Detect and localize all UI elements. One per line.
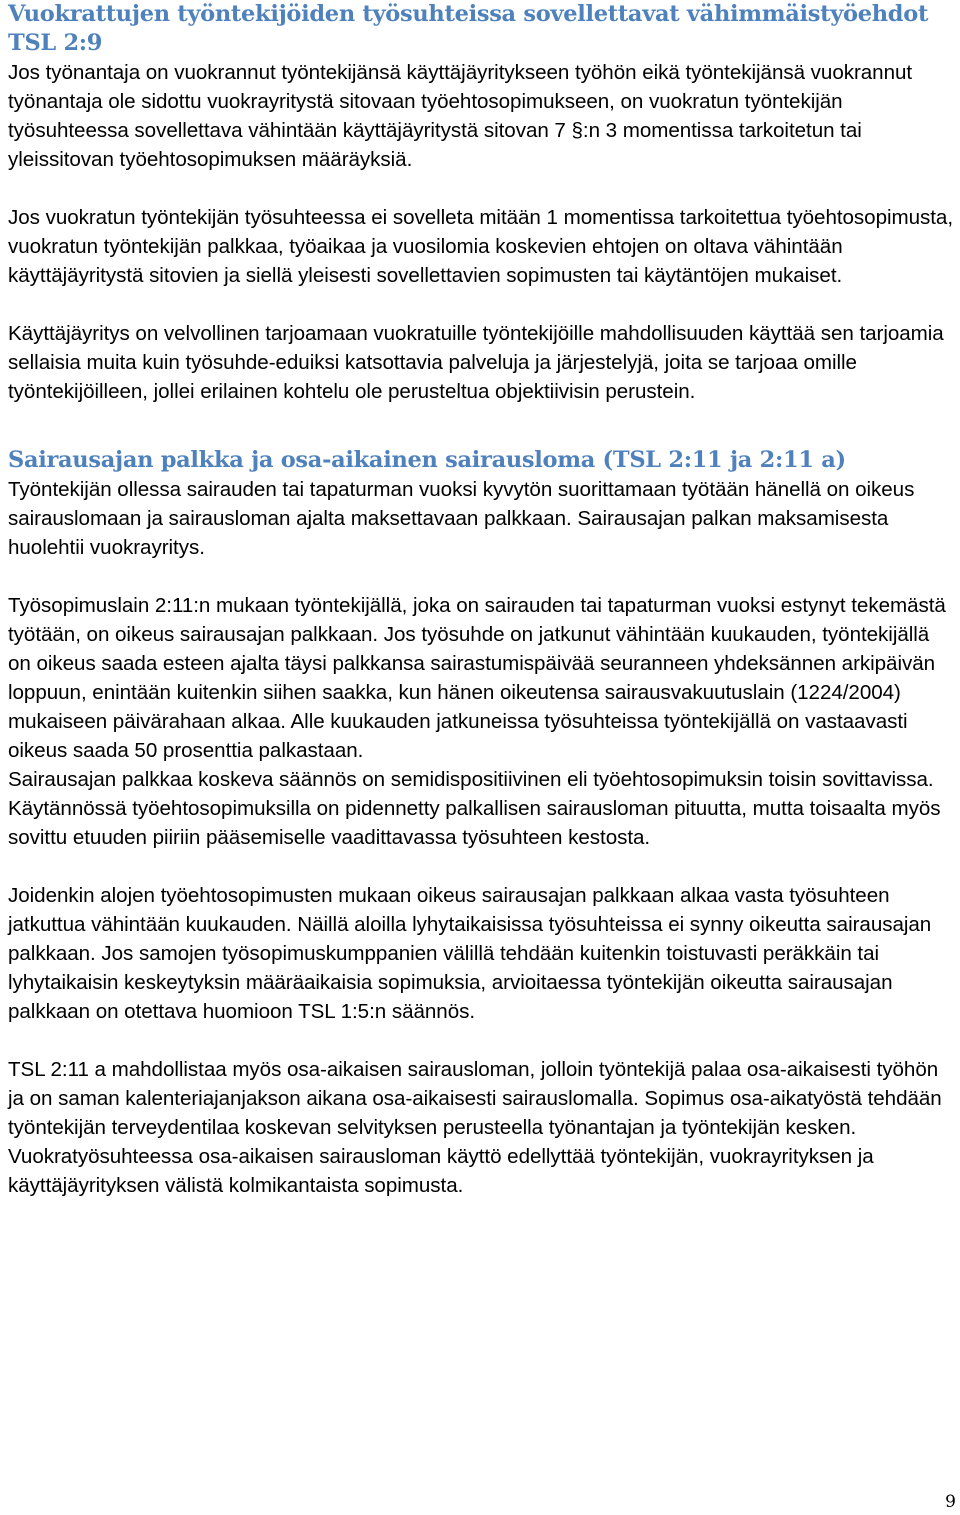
paragraph: TSL 2:11 a mahdollistaa myös osa-aikaisen sairausloman, jolloin työntekijä palaa osa-aikaisesti työhön ja on saman kalenteriajanjakson aikana osa-aikaisesti sairauslomalla. Sopimus osa-aikatyöstä tehdään työntekijän terveydentilaa koskevan selvityksen perusteella työnantajan ja työntekijän kesken. Vuokratyösuhteessa osa-aikaisen sairausloman käyttö edellyttää työntekijän, vuokrayrityksen ja käyttäjäyrityksen välistä kolmikantaista sopimusta. — [8, 1058, 942, 1197]
paragraph: Käyttäjäyritys on velvollinen tarjoamaan vuokratuille työntekijöille mahdollisuuden käyttää sen tarjoamia sellaisia muita kuin työsuhde-eduiksi katsottavia palveluja ja järjestelyjä, joita se tarjoaa omille työntekijöilleen, jollei erilainen kohtelu ole perusteltua objektiivisin perustein. — [8, 322, 944, 403]
section-heading-temp-worker-terms: Vuokrattujen työntekijöiden työsuhteissa sovellettavat vähimmäistyöehdot TSL 2:9 — [8, 1, 929, 56]
page-number: 9 — [945, 1492, 956, 1512]
paragraph: Jos työnantaja on vuokrannut työntekijänsä käyttäjäyritykseen työhön eikä työntekijänsä vuokrannut työnantaja ole sidottu vuokrayritystä sitovaan työehtosopimukseen, on vuokratun työntekijän työsuhteessa sovellettava vähintään käyttäjäyritystä sitovan 7 §:n 3 momentissa tarkoitetun tai yleissitovan työehtosopimuksen määräyksiä. — [8, 61, 913, 171]
document-page — [8, 0, 956, 1200]
paragraph: Työsopimuslain 2:11:n mukaan työntekijällä, joka on sairauden tai tapaturman vuoksi estynyt tekemästä työtään, on oikeus sairausajan palkkaan. Jos työsuhde on jatkunut vähintään kuukauden, työntekijällä on oikeus saada esteen ajalta täysi palkkansa sairastumispäivää seuranneen yhdeksännen arkipäivän loppuun, enintään kuitenkin siihen saakka, kun hänen oikeutensa sairausvakuutuslain (1224/2004) mukaiseen päivärahaan alkaa. Alle kuukauden jatkuneissa työsuhteissa työntekijällä on vastaavasti oikeus saada 50 prosenttia palkastaan. — [8, 594, 946, 762]
paragraph: Jos vuokratun työntekijän työsuhteessa ei sovelleta mitään 1 momentissa tarkoitettua työehtosopimusta, vuokratun työntekijän palkkaa, työaikaa ja vuosilomia koskevien ehtojen on oltava vähintään käyttäjäyritystä sitovien ja siellä yleisesti sovellettavien sopimusten tai käytäntöjen mukaiset. — [8, 206, 954, 287]
paragraph: Työntekijän ollessa sairauden tai tapaturman vuoksi kyvytön suorittamaan työtään hänellä on oikeus sairauslomaan ja sairausloman ajalta maksettavaan palkkaan. Sairausajan palkan maksamisesta huolehtii vuokrayritys. — [8, 478, 915, 559]
paragraph: Joidenkin alojen työehtosopimusten mukaan oikeus sairausajan palkkaan alkaa vasta työsuhteen jatkuttua vähintään kuukauden. Näillä aloilla lyhytaikaisissa työsuhteissa ei synny oikeutta sairausajan palkkaan. Jos samojen työsopimuskumppanien välillä tehdään kuitenkin toistuvasti peräkkäin tai lyhytaikaisin keskeytyksin määräaikaisia sopimuksia, arvioitaessa työntekijän oikeutta sairausajan palkkaan on otettava huomioon TSL 1:5:n säännös. — [8, 884, 932, 1023]
section-heading-sick-pay: Sairausajan palkka ja osa-aikainen sairausloma (TSL 2:11 ja 2:11 a) — [8, 447, 846, 473]
paragraph: Sairausajan palkkaa koskeva säännös on semidispositiivinen eli työehtosopimuksin toisin sovittavissa. Käytännössä työehtosopimuksilla on pidennetty palkallisen sairausloman pituutta, mutta toisaalta myös sovittu etuuden piiriin pääsemiselle vaadittavassa työsuhteen kestosta. — [8, 768, 941, 849]
